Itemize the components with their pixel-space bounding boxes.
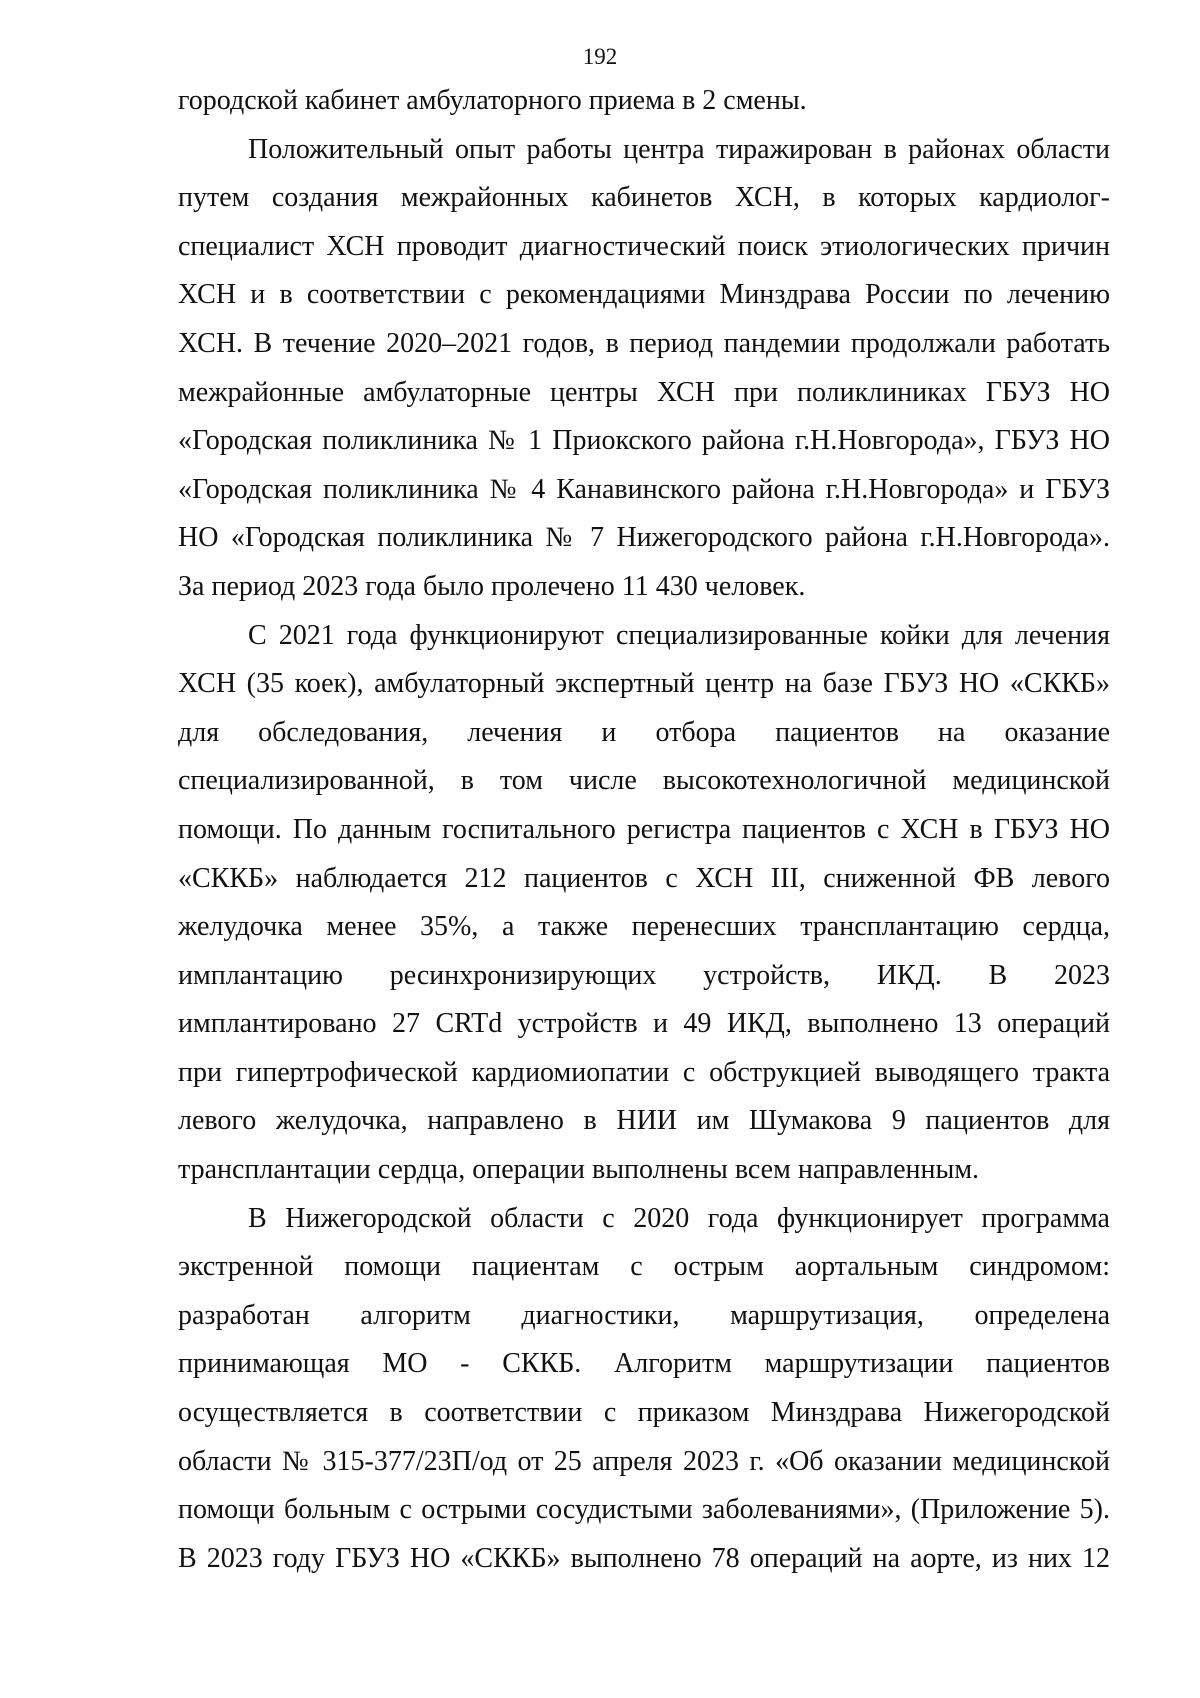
text-line: при гипертрофической кардиомиопатии с обструкцией выводящего тракта	[178, 1056, 1110, 1088]
text-line: В Нижегородской области с 2020 года функционирует программа	[248, 1202, 1110, 1234]
text-line: принимающая МО - СККБ. Алгоритм маршрутизации пациентов	[178, 1348, 1110, 1380]
text-line: С 2021 года функционируют специализированные койки для лечения	[248, 619, 1110, 651]
text-line: ХСН (35 коек), амбулаторный экспертный центр на базе ГБУЗ НО «СККБ»	[178, 668, 1110, 700]
text-line: специализированной, в том числе высокотехнологичной медицинской	[178, 765, 1110, 797]
text-line: имплантацию ресинхронизирующих устройств, ИКД. В 2023	[178, 959, 1110, 991]
text-line: специалист ХСН проводит диагностический поиск этиологических причин	[178, 230, 1110, 262]
paragraph	[178, 612, 1110, 1195]
text-line: для обследования, лечения и отбора пациентов на оказание	[178, 716, 1110, 748]
text-line: осуществляется в соответствии с приказом Минздрава Нижегородской	[178, 1397, 1110, 1429]
text-line: Положительный опыт работы центра тиражирован в районах области	[248, 133, 1110, 165]
text-line: ХСН. В течение 2020–2021 годов, в период пандемии продолжали работать	[178, 327, 1110, 359]
text-line: «Городская поликлиника № 1 Приокского района г.Н.Новгорода», ГБУЗ НО	[178, 425, 1110, 457]
text-line: путем создания межрайонных кабинетов ХСН, в которых кардиолог-	[178, 182, 1110, 214]
text-line: ХСН и в соответствии с рекомендациями Минздрава России по лечению	[178, 279, 1110, 311]
text-line: В 2023 году ГБУЗ НО «СККБ» выполнено 78 операций на аорте, из них 12	[178, 1542, 1110, 1574]
paragraph	[178, 77, 1110, 126]
body-text	[178, 77, 1110, 1583]
text-line: левого желудочка, направлено в НИИ им Шумакова 9 пациентов для	[178, 1105, 1110, 1137]
text-line: «Городская поликлиника № 4 Канавинского района г.Н.Новгорода» и ГБУЗ	[178, 473, 1110, 505]
paragraph	[178, 1195, 1110, 1584]
text-line: области № 315-377/23П/од от 25 апреля 2023 г. «Об оказании медицинской	[178, 1445, 1110, 1477]
paragraph	[178, 126, 1110, 612]
text-line: городской кабинет амбулаторного приема в 2 смены.	[178, 85, 807, 116]
text-line: НО «Городская поликлиника № 7 Нижегородского района г.Н.Новгорода».	[178, 522, 1110, 554]
text-line: За период 2023 года было пролечено 11 430 человек.	[178, 570, 806, 602]
text-line: межрайонные амбулаторные центры ХСН при поликлиниках ГБУЗ НО	[178, 376, 1110, 408]
text-line: трансплантации сердца, операции выполнены всем направленным.	[178, 1154, 980, 1186]
page-number: 192	[582, 44, 618, 69]
text-line: желудочка менее 35%, а также перенесших трансплантацию сердца,	[178, 911, 1110, 943]
text-line: имплантировано 27 CRTd устройств и 49 ИКД, выполнено 13 операций	[178, 1008, 1110, 1040]
text-line: помощи больным с острыми сосудистыми заболеваниями», (Приложение 5).	[178, 1494, 1110, 1526]
text-line: экстренной помощи пациентам с острым аортальным синдромом:	[178, 1251, 1110, 1283]
text-line: разработан алгоритм диагностики, маршрутизация, определена	[178, 1299, 1110, 1331]
text-line: «СККБ» наблюдается 212 пациентов с ХСН III, сниженной ФВ левого	[178, 862, 1110, 894]
text-line: помощи. По данным госпитального регистра пациентов с ХСН в ГБУЗ НО	[178, 813, 1110, 845]
